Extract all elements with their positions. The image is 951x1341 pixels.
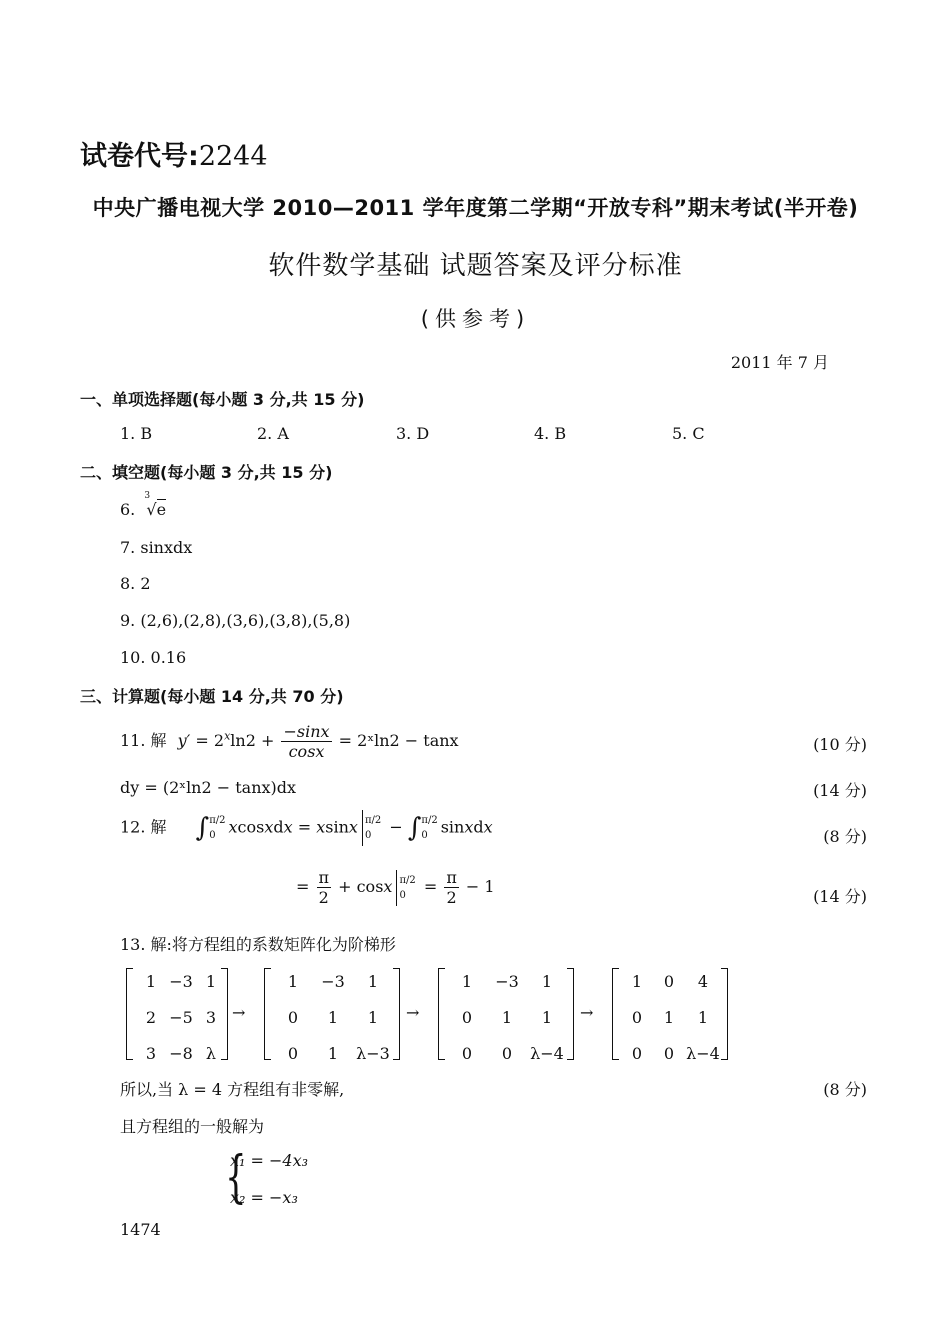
choice-answer: 4. B	[534, 424, 567, 443]
q13-intro: 13. 解:将方程组的系数矩阵化为阶梯形	[120, 935, 396, 954]
arrow-icon: →	[232, 1003, 246, 1022]
cube-root: 3 √e	[144, 491, 167, 519]
matrix-cell: 0	[461, 1044, 473, 1063]
fill-answer-6	[120, 491, 167, 519]
matrix-cell: 1	[205, 972, 217, 991]
matrix-cell: −5	[169, 1008, 193, 1027]
section-heading-calc: 三、计算题(每小题 14 分,共 70 分)	[80, 687, 344, 706]
q11-label: 11. 解	[120, 731, 167, 750]
matrix-cell: 1	[631, 972, 643, 991]
matrix-cell: −3	[321, 972, 345, 991]
matrix-cell: −3	[169, 972, 193, 991]
exam-subtitle: 软件数学基础 试题答案及评分标准	[268, 251, 683, 281]
matrix-1	[126, 968, 228, 1063]
matrix-cell: −8	[169, 1044, 193, 1063]
matrix-cell: 0	[631, 1008, 643, 1027]
q11-numerator: −sinx	[283, 722, 330, 741]
choice-answer: 2. A	[257, 424, 289, 443]
matrix-cell: 1	[367, 972, 379, 991]
section-heading-choice: 一、单项选择题(每小题 3 分,共 15 分)	[80, 390, 365, 409]
q11-line1: 11. 解 $y' = 2^x\ln 2$ + $\frac{-\sin x}{\cos x}$ = 2ˣln2 − tanx	[120, 722, 459, 761]
exam-note: (供参考)	[420, 307, 531, 331]
q12-upper: π/2	[209, 815, 226, 826]
matrix-cell: λ	[205, 1044, 217, 1063]
matrix-4	[612, 968, 728, 1063]
matrix-cell: 3	[145, 1044, 157, 1063]
q12-lower: 0	[209, 830, 216, 841]
matrix-cell: 0	[287, 1044, 299, 1063]
choice-answer: 3. D	[396, 424, 430, 443]
matrix-cell: 4	[697, 972, 709, 991]
exam-code-number: 2244	[198, 141, 268, 172]
fill-answer-8: 8. 2	[120, 574, 151, 593]
section-heading-fill: 二、填空题(每小题 3 分,共 15 分)	[80, 463, 333, 482]
q13-solution-2: x₂ = −x₃	[230, 1188, 298, 1207]
matrix-cell: 1	[145, 972, 157, 991]
q11-fraction	[281, 722, 331, 761]
q12-line2: = $\frac{\pi}{2}$ + cosx π/2 0 = $\frac{\pi}{2}$ − 1	[296, 868, 495, 907]
fill-answer-6-label: 6.	[120, 500, 136, 519]
matrix-cell: 1	[697, 1008, 709, 1027]
matrix-cell: λ−4	[530, 1044, 564, 1063]
arrow-icon: →	[406, 1003, 420, 1022]
matrix-3	[438, 968, 574, 1063]
matrix-cell: 2	[145, 1008, 157, 1027]
q13-general: 且方程组的一般解为	[120, 1117, 265, 1136]
matrix-cell: 0	[631, 1044, 643, 1063]
fill-answer-7: 7. sinxdx	[120, 538, 193, 557]
matrix-cell: 0	[287, 1008, 299, 1027]
q11-score2: (14 分)	[813, 781, 867, 800]
root-radicand: e	[156, 500, 167, 519]
matrix-cell: 3	[205, 1008, 217, 1027]
q12-label: 12. 解	[120, 817, 167, 837]
choice-answer: 1. B	[120, 424, 153, 443]
q12-score: (8 分)	[823, 827, 867, 846]
matrix-cell: 0	[663, 1044, 675, 1063]
q13-solution-1: x₁ = −4x₃	[230, 1151, 309, 1170]
matrix-cell: λ−4	[686, 1044, 720, 1063]
matrix-cell: 1	[327, 1008, 339, 1027]
matrix-cell: 1	[541, 972, 553, 991]
matrix-cell: 1	[501, 1008, 513, 1027]
matrix-cell: 0	[663, 972, 675, 991]
matrix-cell: 1	[663, 1008, 675, 1027]
matrix-cell: 1	[461, 972, 473, 991]
exam-date: 2011 年 7 月	[730, 353, 829, 372]
q11-tail: = 2ˣln2 − tanx	[338, 731, 459, 750]
matrix-cell: 1	[287, 972, 299, 991]
matrix-cell: 1	[327, 1044, 339, 1063]
brace-icon: {	[225, 1145, 247, 1210]
matrix-cell: 1	[541, 1008, 553, 1027]
matrix-cell: λ−3	[356, 1044, 390, 1063]
q12-score2: (14 分)	[813, 887, 867, 906]
fill-answer-9: 9. (2,6),(2,8),(3,6),(3,8),(5,8)	[120, 611, 351, 630]
matrix-cell: 1	[367, 1008, 379, 1027]
exam-code	[80, 134, 268, 173]
q12-line1: 12. 解 ∫ π/2 0 xcosxdx = xsinx π/2 0 − ∫ π/2 0 sinxdx	[120, 810, 493, 846]
arrow-icon: →	[580, 1003, 594, 1022]
exam-code-label: 试卷代号:	[80, 141, 199, 172]
q13-conclusion: 所以,当 λ = 4 方程组有非零解,	[120, 1080, 345, 1099]
q11-score: (10 分)	[813, 735, 867, 754]
exam-title: 中央广播电视大学 2010—2011 学年度第二学期“开放专科”期末考试(半开卷)	[92, 196, 859, 220]
root-index: 3	[144, 491, 151, 501]
matrix-cell: 0	[501, 1044, 513, 1063]
q13-score: (8 分)	[823, 1080, 867, 1099]
matrix-cell: −3	[495, 972, 519, 991]
matrix-cell: 0	[461, 1008, 473, 1027]
page-number: 1474	[120, 1220, 161, 1239]
choice-answer: 5. C	[672, 424, 705, 443]
fill-answer-10: 10. 0.16	[120, 648, 187, 667]
q11-line2: dy = (2ˣln2 − tanx)dx	[120, 778, 297, 797]
matrix-2	[264, 968, 400, 1063]
q11-denominator: cosx	[288, 742, 325, 761]
